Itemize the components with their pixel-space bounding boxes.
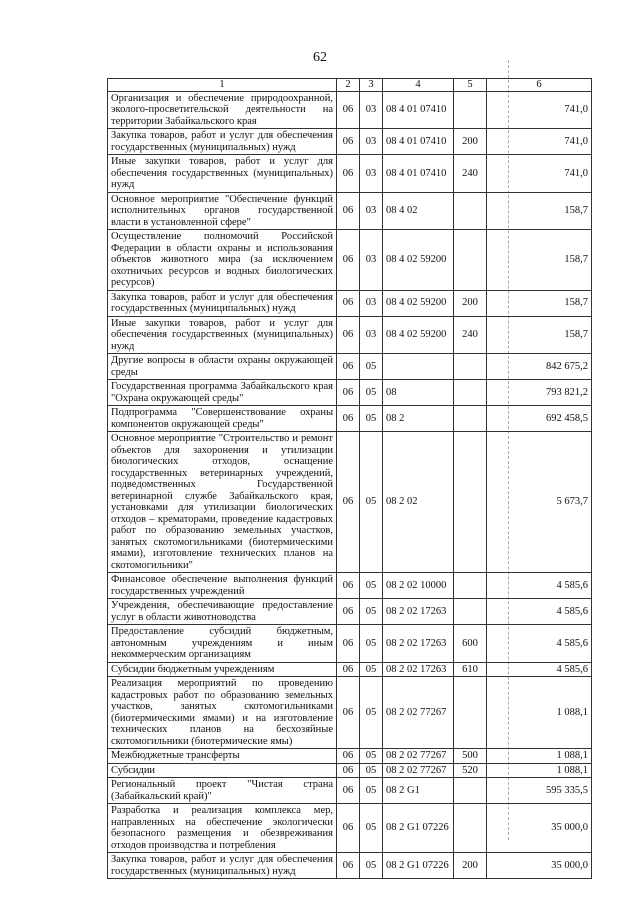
row-subsection-cell: 05: [360, 599, 383, 625]
row-section-cell: 06: [337, 853, 360, 879]
row-amount-cell: 158,7: [487, 290, 592, 316]
table-row: [108, 290, 592, 316]
row-name-cell: Финансовое обеспечение выполнения функций государственных учреждений: [108, 573, 337, 599]
row-target-article-cell: [383, 354, 454, 380]
row-target-article-cell: 08 4 02 59200: [383, 290, 454, 316]
row-section-cell: 06: [337, 192, 360, 230]
col-header-amount: 6: [487, 79, 592, 92]
row-section-cell: 06: [337, 155, 360, 193]
table-row: [108, 749, 592, 764]
row-expense-type-cell: [454, 380, 487, 406]
row-amount-cell: 793 821,2: [487, 380, 592, 406]
row-subsection-cell: 03: [360, 192, 383, 230]
row-expense-type-cell: [454, 230, 487, 291]
row-section-cell: 06: [337, 573, 360, 599]
row-target-article-cell: 08 2 G1 07226: [383, 804, 454, 853]
row-amount-cell: 4 585,6: [487, 599, 592, 625]
row-name-cell: Учреждения, обеспечивающие предоставление услуг в области животноводства: [108, 599, 337, 625]
row-name-cell: Осуществление полномочий Российской Федерации в области охраны и использования объектов животного мира (за исключением охотничьих ресурсов и водных биологических ресурсов): [108, 230, 337, 291]
row-section-cell: 06: [337, 406, 360, 432]
row-section-cell: 06: [337, 129, 360, 155]
row-target-article-cell: 08 2 02 17263: [383, 599, 454, 625]
row-amount-cell: 1 088,1: [487, 763, 592, 778]
table-row: [108, 129, 592, 155]
col-header-name: 1: [108, 79, 337, 92]
row-name-cell: Подпрограмма "Совершенствование охраны компонентов окружающей среды": [108, 406, 337, 432]
row-expense-type-cell: 500: [454, 749, 487, 764]
row-name-cell: Предоставление субсидий бюджетным, автономным учреждениям и иным некоммерческим организациям: [108, 625, 337, 663]
row-subsection-cell: 05: [360, 677, 383, 749]
row-expense-type-cell: [454, 192, 487, 230]
row-target-article-cell: 08 4 01 07410: [383, 91, 454, 129]
table-row: [108, 155, 592, 193]
row-target-article-cell: 08 2 02 77267: [383, 677, 454, 749]
row-section-cell: 06: [337, 804, 360, 853]
row-target-article-cell: 08 4 02 59200: [383, 316, 454, 354]
row-subsection-cell: 05: [360, 432, 383, 573]
row-expense-type-cell: 240: [454, 316, 487, 354]
table-row: [108, 432, 592, 573]
row-expense-type-cell: [454, 677, 487, 749]
row-amount-cell: 741,0: [487, 91, 592, 129]
row-target-article-cell: 08: [383, 380, 454, 406]
row-subsection-cell: 03: [360, 316, 383, 354]
col-header-expense-type: 5: [454, 79, 487, 92]
table-row: [108, 354, 592, 380]
row-name-cell: Закупка товаров, работ и услуг для обеспечения государственных (муниципальных) нужд: [108, 129, 337, 155]
row-name-cell: Реализация мероприятий по проведению кадастровых работ по образованию земельных участков, занятых скотомогильниками (биотермическими ямами) и на изготовление технических планов на бесхозяйные скотомогильники (биотермические ямы): [108, 677, 337, 749]
table-row: [108, 763, 592, 778]
row-subsection-cell: 03: [360, 155, 383, 193]
row-subsection-cell: 05: [360, 662, 383, 677]
row-amount-cell: 5 673,7: [487, 432, 592, 573]
row-target-article-cell: 08 2 02 17263: [383, 625, 454, 663]
row-subsection-cell: 05: [360, 763, 383, 778]
row-subsection-cell: 03: [360, 129, 383, 155]
row-name-cell: Закупка товаров, работ и услуг для обеспечения государственных (муниципальных) нужд: [108, 853, 337, 879]
row-section-cell: 06: [337, 763, 360, 778]
row-target-article-cell: 08 4 02 59200: [383, 230, 454, 291]
row-section-cell: 06: [337, 662, 360, 677]
row-amount-cell: 595 335,5: [487, 778, 592, 804]
row-expense-type-cell: [454, 804, 487, 853]
row-target-article-cell: 08 4 01 07410: [383, 155, 454, 193]
row-expense-type-cell: [454, 406, 487, 432]
row-target-article-cell: 08 2 G1 07226: [383, 853, 454, 879]
row-subsection-cell: 05: [360, 380, 383, 406]
row-target-article-cell: 08 4 01 07410: [383, 129, 454, 155]
row-name-cell: Другие вопросы в области охраны окружающей среды: [108, 354, 337, 380]
row-subsection-cell: 05: [360, 778, 383, 804]
col-header-target-article: 4: [383, 79, 454, 92]
row-name-cell: Организация и обеспечение природоохранной, эколого-просветительской деятельности на территории Забайкальского края: [108, 91, 337, 129]
table-row: [108, 573, 592, 599]
row-section-cell: 06: [337, 290, 360, 316]
row-amount-cell: 741,0: [487, 155, 592, 193]
row-target-article-cell: 08 2: [383, 406, 454, 432]
row-amount-cell: 158,7: [487, 230, 592, 291]
row-expense-type-cell: [454, 91, 487, 129]
row-target-article-cell: 08 2 02 10000: [383, 573, 454, 599]
row-amount-cell: 1 088,1: [487, 749, 592, 764]
row-target-article-cell: 08 2 02 77267: [383, 749, 454, 764]
row-name-cell: Межбюджетные трансферты: [108, 749, 337, 764]
row-name-cell: Разработка и реализация комплекса мер, направленных на обеспечение экологически безопасного размещения и обезвреживания отходов производства и потребления: [108, 804, 337, 853]
row-target-article-cell: 08 2 02 77267: [383, 763, 454, 778]
table-row: [108, 406, 592, 432]
header-row: [108, 79, 592, 92]
row-amount-cell: 1 088,1: [487, 677, 592, 749]
table-row: [108, 91, 592, 129]
row-subsection-cell: 05: [360, 406, 383, 432]
row-target-article-cell: 08 2 02 17263: [383, 662, 454, 677]
budget-table: [107, 78, 592, 879]
row-name-cell: Основное мероприятие "Строительство и ремонт объектов для захоронения и утилизации биологических отходов, оснащение государственных ветеринарных учреждений, подведомственных Государственной ветеринарной службе Забайкальского края, установками для утилизации биологических отходов – крематорами, проведение кадастровых работ по образованию земельных участков, занятых скотомогильниками (биотермическими ямами), изготовление технических планов на скотомогильники": [108, 432, 337, 573]
row-section-cell: 06: [337, 677, 360, 749]
row-name-cell: Региональный проект "Чистая страна (Забайкальский край)": [108, 778, 337, 804]
row-amount-cell: 842 675,2: [487, 354, 592, 380]
table-row: [108, 230, 592, 291]
row-amount-cell: 4 585,6: [487, 625, 592, 663]
row-section-cell: 06: [337, 432, 360, 573]
table-row: [108, 192, 592, 230]
row-subsection-cell: 05: [360, 853, 383, 879]
table-row: [108, 853, 592, 879]
row-amount-cell: 692 458,5: [487, 406, 592, 432]
row-amount-cell: 35 000,0: [487, 853, 592, 879]
row-subsection-cell: 05: [360, 804, 383, 853]
table-row: [108, 316, 592, 354]
row-target-article-cell: 08 2 02: [383, 432, 454, 573]
row-expense-type-cell: [454, 573, 487, 599]
table-row: [108, 662, 592, 677]
page-number: 62: [313, 50, 327, 65]
table-row: [108, 778, 592, 804]
row-name-cell: Иные закупки товаров, работ и услуг для обеспечения государственных (муниципальных) нужд: [108, 316, 337, 354]
row-expense-type-cell: 200: [454, 290, 487, 316]
row-expense-type-cell: 200: [454, 853, 487, 879]
row-name-cell: Основное мероприятие "Обеспечение функций исполнительных органов государственной власти в установленной сфере": [108, 192, 337, 230]
row-subsection-cell: 05: [360, 573, 383, 599]
row-name-cell: Субсидии: [108, 763, 337, 778]
row-expense-type-cell: 240: [454, 155, 487, 193]
row-section-cell: 06: [337, 354, 360, 380]
row-expense-type-cell: [454, 432, 487, 573]
row-subsection-cell: 05: [360, 625, 383, 663]
table-row: [108, 599, 592, 625]
row-subsection-cell: 05: [360, 354, 383, 380]
row-name-cell: Субсидии бюджетным учреждениям: [108, 662, 337, 677]
row-expense-type-cell: 200: [454, 129, 487, 155]
row-section-cell: 06: [337, 316, 360, 354]
row-amount-cell: 158,7: [487, 192, 592, 230]
row-amount-cell: 4 585,6: [487, 573, 592, 599]
table-row: [108, 804, 592, 853]
row-section-cell: 06: [337, 230, 360, 291]
row-name-cell: Государственная программа Забайкальского края "Охрана окружающей среды": [108, 380, 337, 406]
col-header-subsection: 3: [360, 79, 383, 92]
row-section-cell: 06: [337, 380, 360, 406]
row-section-cell: 06: [337, 91, 360, 129]
table-row: [108, 677, 592, 749]
row-target-article-cell: 08 2 G1: [383, 778, 454, 804]
row-amount-cell: 158,7: [487, 316, 592, 354]
row-expense-type-cell: [454, 599, 487, 625]
row-section-cell: 06: [337, 749, 360, 764]
row-amount-cell: 35 000,0: [487, 804, 592, 853]
row-name-cell: Иные закупки товаров, работ и услуг для обеспечения государственных (муниципальных) нужд: [108, 155, 337, 193]
row-section-cell: 06: [337, 599, 360, 625]
row-section-cell: 06: [337, 778, 360, 804]
row-expense-type-cell: [454, 354, 487, 380]
row-section-cell: 06: [337, 625, 360, 663]
col-header-section: 2: [337, 79, 360, 92]
row-subsection-cell: 05: [360, 749, 383, 764]
row-expense-type-cell: 610: [454, 662, 487, 677]
table-row: [108, 625, 592, 663]
row-target-article-cell: 08 4 02: [383, 192, 454, 230]
row-name-cell: Закупка товаров, работ и услуг для обеспечения государственных (муниципальных) нужд: [108, 290, 337, 316]
row-subsection-cell: 03: [360, 290, 383, 316]
row-expense-type-cell: [454, 778, 487, 804]
row-amount-cell: 741,0: [487, 129, 592, 155]
row-amount-cell: 4 585,6: [487, 662, 592, 677]
row-expense-type-cell: 600: [454, 625, 487, 663]
table-row: [108, 380, 592, 406]
row-subsection-cell: 03: [360, 91, 383, 129]
row-expense-type-cell: 520: [454, 763, 487, 778]
row-subsection-cell: 03: [360, 230, 383, 291]
